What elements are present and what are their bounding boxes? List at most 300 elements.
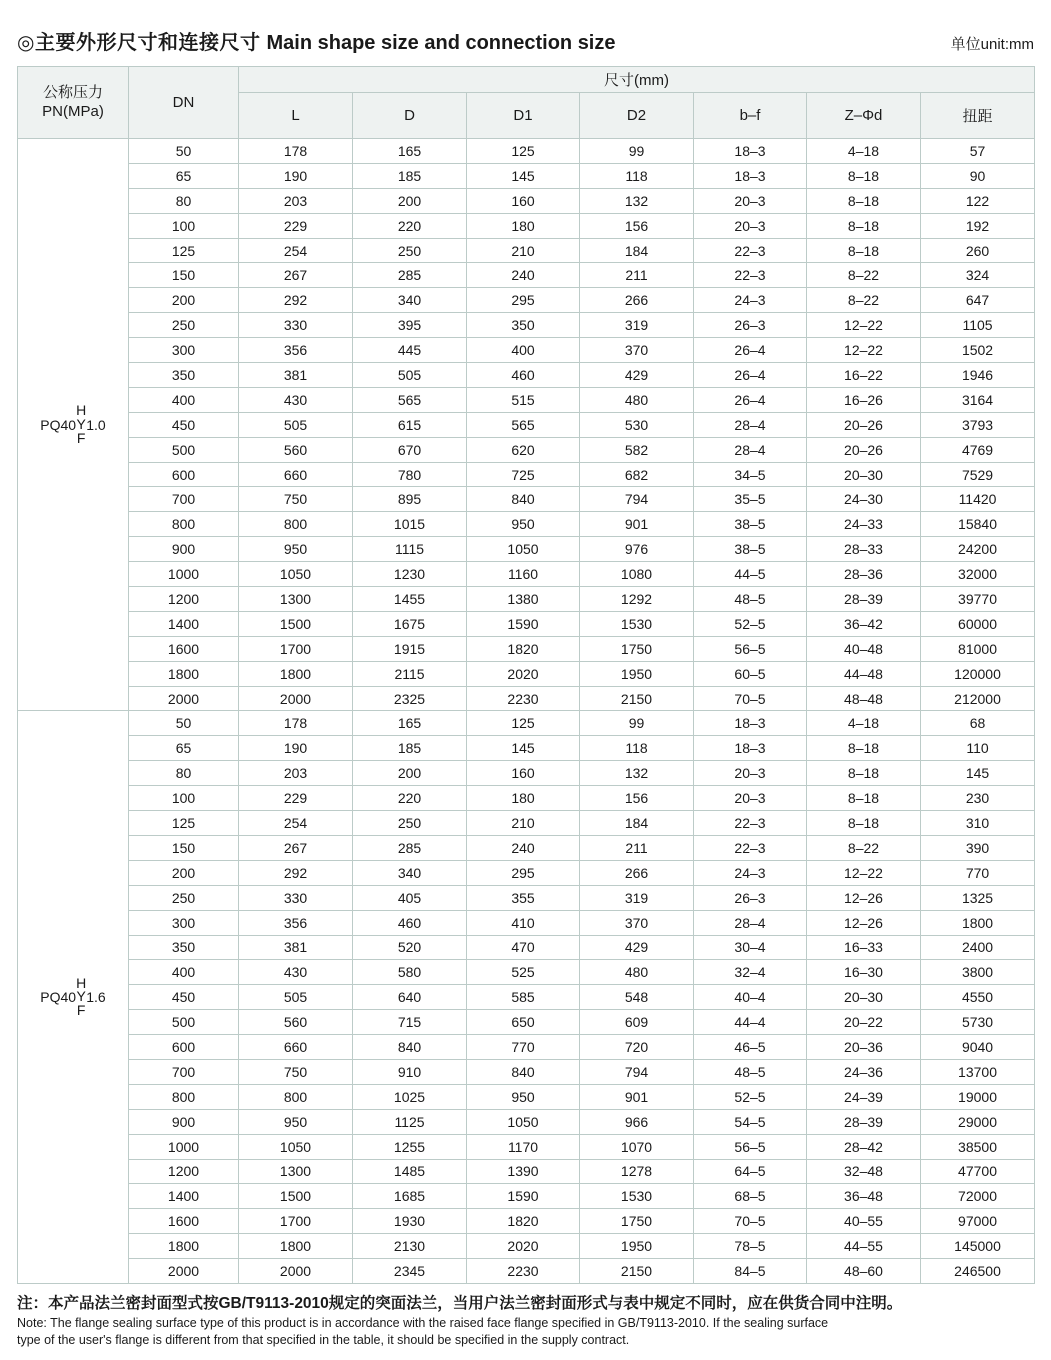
- value-cell: 2020: [467, 1234, 580, 1259]
- dn-cell: 1800: [129, 661, 239, 686]
- value-cell: 30–4: [694, 935, 807, 960]
- table-row: [18, 885, 1035, 910]
- value-cell: 8–18: [807, 188, 921, 213]
- value-cell: 950: [467, 1084, 580, 1109]
- table-row: [18, 1010, 1035, 1035]
- value-cell: 1502: [921, 338, 1035, 363]
- value-cell: 650: [467, 1010, 580, 1035]
- value-cell: 165: [353, 711, 467, 736]
- value-cell: 24–39: [807, 1084, 921, 1109]
- value-cell: 118: [580, 736, 694, 761]
- dn-cell: 400: [129, 387, 239, 412]
- value-cell: 1950: [580, 661, 694, 686]
- value-cell: 220: [353, 786, 467, 811]
- value-cell: 8–18: [807, 786, 921, 811]
- value-cell: 1390: [467, 1159, 580, 1184]
- footnote: [17, 1293, 1034, 1348]
- value-cell: 285: [353, 835, 467, 860]
- dn-cell: 65: [129, 163, 239, 188]
- value-cell: 2150: [580, 1259, 694, 1284]
- value-cell: 254: [239, 811, 353, 836]
- table-row: [18, 786, 1035, 811]
- value-cell: 20–3: [694, 786, 807, 811]
- value-cell: 132: [580, 761, 694, 786]
- table-row: [18, 636, 1035, 661]
- table-row: [18, 711, 1035, 736]
- value-cell: 180: [467, 213, 580, 238]
- value-cell: 29000: [921, 1109, 1035, 1134]
- value-cell: 266: [580, 860, 694, 885]
- value-cell: 32000: [921, 562, 1035, 587]
- value-cell: 22–3: [694, 811, 807, 836]
- value-cell: 44–48: [807, 661, 921, 686]
- header-pressure: [18, 67, 129, 139]
- value-cell: 582: [580, 437, 694, 462]
- value-cell: 950: [467, 512, 580, 537]
- table-row: [18, 1059, 1035, 1084]
- value-cell: 260: [921, 238, 1035, 263]
- value-cell: 192: [921, 213, 1035, 238]
- footnote-zh: 注：本产品法兰密封面型式按GB/T9113-2010规定的突面法兰，当用户法兰密封面形式与表中规定不同时，应在供货合同中注明。: [17, 1294, 903, 1312]
- value-cell: 480: [580, 387, 694, 412]
- value-cell: 1080: [580, 562, 694, 587]
- value-cell: 2230: [467, 686, 580, 711]
- dn-cell: 50: [129, 139, 239, 164]
- value-cell: 976: [580, 537, 694, 562]
- value-cell: 585: [467, 985, 580, 1010]
- page-title-zh: ◎主要外形尺寸和连接尺寸: [17, 32, 261, 54]
- value-cell: 110: [921, 736, 1035, 761]
- value-cell: 250: [353, 238, 467, 263]
- value-cell: 12–26: [807, 885, 921, 910]
- value-cell: 122: [921, 188, 1035, 213]
- value-cell: 26–4: [694, 338, 807, 363]
- value-cell: 16–33: [807, 935, 921, 960]
- unit-label: 单位unit:mm: [950, 36, 1034, 53]
- value-cell: 1800: [239, 1234, 353, 1259]
- value-cell: 1590: [467, 1184, 580, 1209]
- value-cell: 1050: [467, 1109, 580, 1134]
- value-cell: 145: [467, 163, 580, 188]
- value-cell: 340: [353, 860, 467, 885]
- value-cell: 1500: [239, 1184, 353, 1209]
- table-row: [18, 835, 1035, 860]
- value-cell: 2345: [353, 1259, 467, 1284]
- value-cell: 1255: [353, 1134, 467, 1159]
- value-cell: 78–5: [694, 1234, 807, 1259]
- value-cell: 2150: [580, 686, 694, 711]
- value-cell: 39770: [921, 587, 1035, 612]
- dn-cell: 900: [129, 1109, 239, 1134]
- value-cell: 8–22: [807, 835, 921, 860]
- value-cell: 640: [353, 985, 467, 1010]
- table-row: [18, 1234, 1035, 1259]
- value-cell: 7529: [921, 462, 1035, 487]
- value-cell: 319: [580, 885, 694, 910]
- table-row: [18, 1134, 1035, 1159]
- table-row: [18, 1109, 1035, 1134]
- value-cell: 20–26: [807, 412, 921, 437]
- value-cell: 1800: [921, 910, 1035, 935]
- dn-cell: 1000: [129, 562, 239, 587]
- value-cell: 22–3: [694, 835, 807, 860]
- value-cell: 46–5: [694, 1035, 807, 1060]
- value-cell: 5730: [921, 1010, 1035, 1035]
- table-row: [18, 1159, 1035, 1184]
- value-cell: 99: [580, 139, 694, 164]
- table-row: [18, 387, 1035, 412]
- table-row: [18, 587, 1035, 612]
- value-cell: 324: [921, 263, 1035, 288]
- dn-cell: 125: [129, 238, 239, 263]
- table-row: [18, 860, 1035, 885]
- value-cell: 8–18: [807, 238, 921, 263]
- value-cell: 1325: [921, 885, 1035, 910]
- dn-cell: 600: [129, 1035, 239, 1060]
- value-cell: 8–18: [807, 213, 921, 238]
- value-cell: 28–33: [807, 537, 921, 562]
- value-cell: 901: [580, 512, 694, 537]
- value-cell: 19000: [921, 1084, 1035, 1109]
- value-cell: 60–5: [694, 661, 807, 686]
- table-row: [18, 736, 1035, 761]
- value-cell: 1530: [580, 1184, 694, 1209]
- value-cell: 48–5: [694, 1059, 807, 1084]
- value-cell: 240: [467, 835, 580, 860]
- value-cell: 8–22: [807, 263, 921, 288]
- value-cell: 13700: [921, 1059, 1035, 1084]
- value-cell: 99: [580, 711, 694, 736]
- value-cell: 20–36: [807, 1035, 921, 1060]
- dn-cell: 400: [129, 960, 239, 985]
- value-cell: 24–30: [807, 487, 921, 512]
- value-cell: 81000: [921, 636, 1035, 661]
- value-cell: 28–42: [807, 1134, 921, 1159]
- value-cell: 28–39: [807, 587, 921, 612]
- value-cell: 1455: [353, 587, 467, 612]
- value-cell: 525: [467, 960, 580, 985]
- value-cell: 125: [467, 139, 580, 164]
- value-cell: 12–22: [807, 860, 921, 885]
- value-cell: 1300: [239, 1159, 353, 1184]
- value-cell: 565: [467, 412, 580, 437]
- value-cell: 4–18: [807, 711, 921, 736]
- dn-cell: 250: [129, 885, 239, 910]
- value-cell: 97000: [921, 1209, 1035, 1234]
- value-cell: 220: [353, 213, 467, 238]
- value-cell: 780: [353, 462, 467, 487]
- table-row: [18, 338, 1035, 363]
- value-cell: 145: [921, 761, 1035, 786]
- value-cell: 40–55: [807, 1209, 921, 1234]
- value-cell: 2115: [353, 661, 467, 686]
- value-cell: 34–5: [694, 462, 807, 487]
- table-row: [18, 363, 1035, 388]
- value-cell: 1685: [353, 1184, 467, 1209]
- value-cell: 48–5: [694, 587, 807, 612]
- dn-cell: 300: [129, 910, 239, 935]
- table-row: [18, 188, 1035, 213]
- value-cell: 210: [467, 811, 580, 836]
- value-cell: 229: [239, 786, 353, 811]
- value-cell: 356: [239, 338, 353, 363]
- value-cell: 118: [580, 163, 694, 188]
- value-cell: 295: [467, 288, 580, 313]
- dn-cell: 1800: [129, 1234, 239, 1259]
- value-cell: 40–4: [694, 985, 807, 1010]
- table-body: [18, 139, 1035, 1284]
- value-cell: 26–4: [694, 363, 807, 388]
- value-cell: 60000: [921, 611, 1035, 636]
- value-cell: 1278: [580, 1159, 694, 1184]
- value-cell: 1820: [467, 1209, 580, 1234]
- value-cell: 160: [467, 188, 580, 213]
- value-cell: 200: [353, 188, 467, 213]
- dn-cell: 350: [129, 363, 239, 388]
- value-cell: 9040: [921, 1035, 1035, 1060]
- value-cell: 505: [239, 412, 353, 437]
- value-cell: 381: [239, 363, 353, 388]
- value-cell: 750: [239, 1059, 353, 1084]
- value-cell: 165: [353, 139, 467, 164]
- value-cell: 770: [467, 1035, 580, 1060]
- dn-cell: 125: [129, 811, 239, 836]
- value-cell: 750: [239, 487, 353, 512]
- value-cell: 254: [239, 238, 353, 263]
- footnote-en-line1: Note: The flange sealing surface type of this product is in accordance with the raised face flange specified in GB/T9113-2010. If the sealing surface: [17, 1315, 829, 1330]
- value-cell: 1025: [353, 1084, 467, 1109]
- value-cell: 715: [353, 1010, 467, 1035]
- value-cell: 460: [467, 363, 580, 388]
- value-cell: 211: [580, 835, 694, 860]
- value-cell: 950: [239, 1109, 353, 1134]
- value-cell: 350: [467, 313, 580, 338]
- value-cell: 47700: [921, 1159, 1035, 1184]
- value-cell: 28–36: [807, 562, 921, 587]
- dn-cell: 80: [129, 761, 239, 786]
- dn-cell: 150: [129, 835, 239, 860]
- table-header: [18, 67, 1035, 139]
- value-cell: 410: [467, 910, 580, 935]
- value-cell: 800: [239, 512, 353, 537]
- value-cell: 1675: [353, 611, 467, 636]
- dn-cell: 800: [129, 512, 239, 537]
- value-cell: 901: [580, 1084, 694, 1109]
- table-row: [18, 811, 1035, 836]
- value-cell: 16–26: [807, 387, 921, 412]
- value-cell: 1380: [467, 587, 580, 612]
- value-cell: 15840: [921, 512, 1035, 537]
- value-cell: 22–3: [694, 263, 807, 288]
- value-cell: 1050: [239, 562, 353, 587]
- value-cell: 38–5: [694, 537, 807, 562]
- value-cell: 405: [353, 885, 467, 910]
- value-cell: 185: [353, 163, 467, 188]
- value-cell: 36–42: [807, 611, 921, 636]
- value-cell: 647: [921, 288, 1035, 313]
- dn-cell: 350: [129, 935, 239, 960]
- value-cell: 1015: [353, 512, 467, 537]
- value-cell: 44–5: [694, 562, 807, 587]
- value-cell: 24200: [921, 537, 1035, 562]
- value-cell: 212000: [921, 686, 1035, 711]
- value-cell: 429: [580, 363, 694, 388]
- value-cell: 18–3: [694, 163, 807, 188]
- dn-cell: 450: [129, 412, 239, 437]
- value-cell: 185: [353, 736, 467, 761]
- value-cell: 190: [239, 163, 353, 188]
- value-cell: 229: [239, 213, 353, 238]
- value-cell: 68: [921, 711, 1035, 736]
- value-cell: 609: [580, 1010, 694, 1035]
- value-cell: 445: [353, 338, 467, 363]
- value-cell: 18–3: [694, 736, 807, 761]
- value-cell: 390: [921, 835, 1035, 860]
- value-cell: 203: [239, 761, 353, 786]
- value-cell: 35–5: [694, 487, 807, 512]
- value-cell: 184: [580, 811, 694, 836]
- value-cell: 32–48: [807, 1159, 921, 1184]
- value-cell: 267: [239, 835, 353, 860]
- dn-cell: 1400: [129, 1184, 239, 1209]
- value-cell: 1500: [239, 611, 353, 636]
- value-cell: 1750: [580, 1209, 694, 1234]
- dn-cell: 2000: [129, 1259, 239, 1284]
- table-row: [18, 985, 1035, 1010]
- dn-cell: 1200: [129, 1159, 239, 1184]
- value-cell: 8–18: [807, 761, 921, 786]
- value-cell: 20–22: [807, 1010, 921, 1035]
- value-cell: 2020: [467, 661, 580, 686]
- pressure-series-label: PQ40 H Y F 1.0: [18, 139, 129, 711]
- header-dn: DN: [129, 67, 239, 139]
- value-cell: 20–30: [807, 985, 921, 1010]
- value-cell: 1125: [353, 1109, 467, 1134]
- value-cell: 800: [239, 1084, 353, 1109]
- value-cell: 548: [580, 985, 694, 1010]
- value-cell: 400: [467, 338, 580, 363]
- value-cell: 20–3: [694, 761, 807, 786]
- value-cell: 52–5: [694, 611, 807, 636]
- value-cell: 794: [580, 1059, 694, 1084]
- value-cell: 16–30: [807, 960, 921, 985]
- table-row: [18, 537, 1035, 562]
- value-cell: 156: [580, 213, 694, 238]
- value-cell: 203: [239, 188, 353, 213]
- value-cell: 28–39: [807, 1109, 921, 1134]
- table-row: [18, 163, 1035, 188]
- value-cell: 64–5: [694, 1159, 807, 1184]
- value-cell: 2000: [239, 1259, 353, 1284]
- value-cell: 8–18: [807, 163, 921, 188]
- header-size-group: 尺寸(mm): [239, 67, 1035, 93]
- value-cell: 44–55: [807, 1234, 921, 1259]
- value-cell: 395: [353, 313, 467, 338]
- value-cell: 966: [580, 1109, 694, 1134]
- table-row: [18, 935, 1035, 960]
- dn-cell: 800: [129, 1084, 239, 1109]
- value-cell: 32–4: [694, 960, 807, 985]
- value-cell: 1292: [580, 587, 694, 612]
- value-cell: 52–5: [694, 1084, 807, 1109]
- table-row: [18, 437, 1035, 462]
- dn-cell: 150: [129, 263, 239, 288]
- value-cell: 1930: [353, 1209, 467, 1234]
- value-cell: 125: [467, 711, 580, 736]
- value-cell: 620: [467, 437, 580, 462]
- value-cell: 330: [239, 885, 353, 910]
- value-cell: 2400: [921, 935, 1035, 960]
- value-cell: 515: [467, 387, 580, 412]
- dimensions-table: [17, 66, 1035, 1284]
- value-cell: 770: [921, 860, 1035, 885]
- value-cell: 40–48: [807, 636, 921, 661]
- value-cell: 12–22: [807, 338, 921, 363]
- value-cell: 560: [239, 437, 353, 462]
- value-cell: 4–18: [807, 139, 921, 164]
- value-cell: 530: [580, 412, 694, 437]
- page-title-en: Main shape size and connection size: [266, 32, 616, 54]
- value-cell: 84–5: [694, 1259, 807, 1284]
- value-cell: 156: [580, 786, 694, 811]
- value-cell: 72000: [921, 1184, 1035, 1209]
- pressure-series-label: PQ40 H Y F 1.6: [18, 711, 129, 1283]
- value-cell: 580: [353, 960, 467, 985]
- table-row: [18, 761, 1035, 786]
- value-cell: 720: [580, 1035, 694, 1060]
- value-cell: 24–3: [694, 288, 807, 313]
- dn-cell: 65: [129, 736, 239, 761]
- value-cell: 1300: [239, 587, 353, 612]
- value-cell: 840: [467, 487, 580, 512]
- table-row: [18, 1035, 1035, 1060]
- value-cell: 670: [353, 437, 467, 462]
- dn-cell: 100: [129, 786, 239, 811]
- dn-cell: 50: [129, 711, 239, 736]
- table-row: [18, 611, 1035, 636]
- value-cell: 8–18: [807, 811, 921, 836]
- value-cell: 1700: [239, 1209, 353, 1234]
- value-cell: 12–22: [807, 313, 921, 338]
- value-cell: 210: [467, 238, 580, 263]
- value-cell: 24–33: [807, 512, 921, 537]
- value-cell: 615: [353, 412, 467, 437]
- value-cell: 2000: [239, 686, 353, 711]
- value-cell: 11420: [921, 487, 1035, 512]
- value-cell: 480: [580, 960, 694, 985]
- value-cell: 26–3: [694, 313, 807, 338]
- table-row: [18, 412, 1035, 437]
- table-row: [18, 288, 1035, 313]
- value-cell: 2130: [353, 1234, 467, 1259]
- value-cell: 26–3: [694, 885, 807, 910]
- dn-cell: 450: [129, 985, 239, 1010]
- dn-cell: 700: [129, 1059, 239, 1084]
- value-cell: 20–30: [807, 462, 921, 487]
- table-row: [18, 238, 1035, 263]
- value-cell: 4769: [921, 437, 1035, 462]
- value-cell: 22–3: [694, 238, 807, 263]
- value-cell: 38500: [921, 1134, 1035, 1159]
- dn-cell: 250: [129, 313, 239, 338]
- value-cell: 1700: [239, 636, 353, 661]
- header-col-d1: D1: [467, 93, 580, 139]
- header-col-d2: D2: [580, 93, 694, 139]
- header-pressure-en: PN(MPa): [42, 102, 104, 120]
- value-cell: 230: [921, 786, 1035, 811]
- value-cell: 565: [353, 387, 467, 412]
- value-cell: 18–3: [694, 139, 807, 164]
